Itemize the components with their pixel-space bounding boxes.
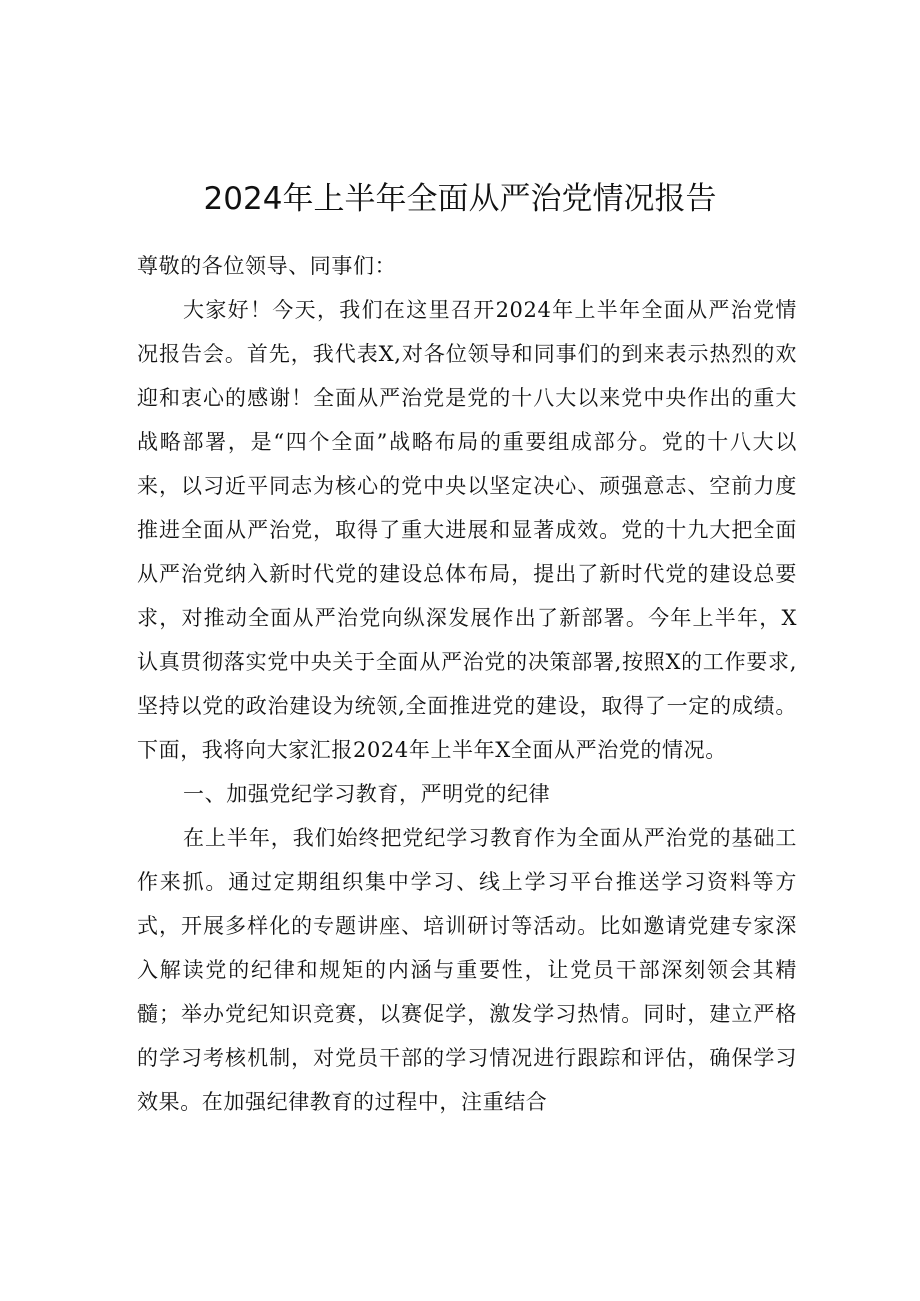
document-title: 2024年上半年全面从严治党情况报告 — [203, 180, 717, 217]
section-heading-1: 一、加强党纪学习教育，严明党的纪律 — [183, 782, 551, 806]
document-body — [137, 244, 797, 1124]
paragraph-intro: 大家好！今天，我们在这里召开2024年上半年全面从严治党情况报告会。首先，我代表X,对各位领导和同事们的到来表示热烈的欢迎和衷心的感谢！全面从严治党是党的十八大以来党中央作出的重大战略部署，是“四个全面”战略布局的重要组成部分。党的十八大以来，以习近平同志为核心的党中央以坚定决心、顽强意志、空前力度推进全面从严治党，取得了重大进展和显著成效。党的十九大把全面从严治党纳入新时代党的建设总体布局，提出了新时代党的建设总要求，对推动全面从严治党向纵深发展作出了新部署。今年上半年，X认真贯彻落实党中央关于全面从严治党的决策部署,按照X的工作要求,坚持以党的政治建设为统领,全面推进党的建设，取得了一定的成绩。下面，我将向大家汇报2024年上半年X全面从严治党的情况。 — [137, 298, 797, 762]
paragraph-section-1: 在上半年，我们始终把党纪学习教育作为全面从严治党的基础工作来抓。通过定期组织集中学习、线上学习平台推送学习资料等方式，开展多样化的专题讲座、培训研讨等活动。比如邀请党建专家深入解读党的纪律和规矩的内涵与重要性，让党员干部深刻领会其精髓；举办党纪知识竞赛，以赛促学，激发学习热情。同时，建立严格的学习考核机制，对党员干部的学习情况进行跟踪和评估，确保学习效果。在加强纪律教育的过程中，注重结合 — [137, 826, 797, 1114]
salutation: 尊敬的各位领导、同事们： — [137, 254, 397, 278]
